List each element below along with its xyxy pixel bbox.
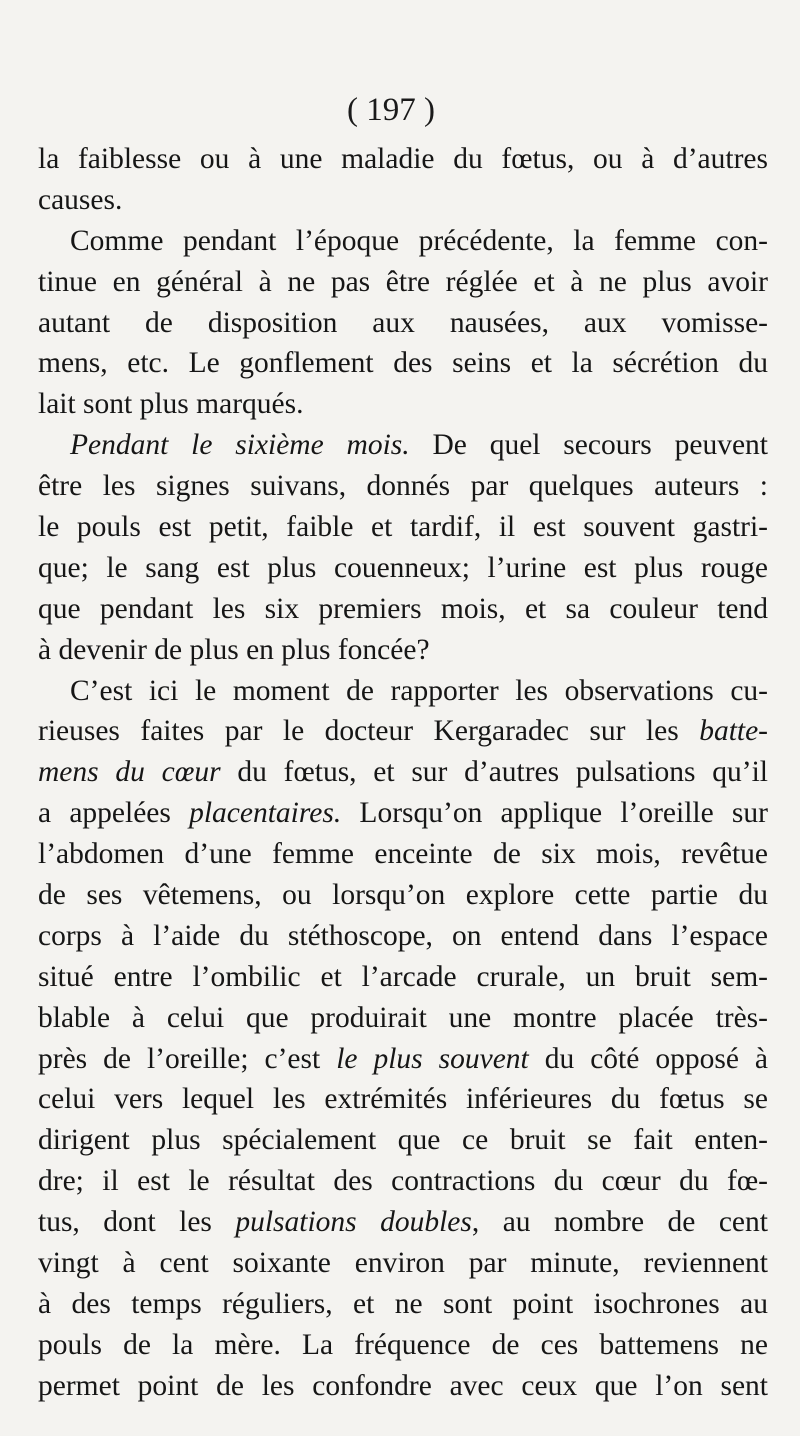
text-line [38,916,768,957]
text-line [38,1120,768,1161]
text-segment: de ses vêtemens, ou lorsqu’on explore cette partie du [38,879,768,912]
text-segment: dre; il est le résultat des contractions du cœur du fœ- [38,1165,768,1198]
text-line [38,343,768,384]
text-segment: lait sont plus marqués. [38,388,304,421]
text-line [38,425,768,466]
text-line [38,752,768,793]
text-segment: causes. [38,183,123,216]
text-line [38,303,768,344]
italic-text: mens du cœur [38,756,221,789]
text-segment: pouls de la mère. La fréquence de ces battemens ne [38,1328,768,1361]
italic-text: Pendant le sixième mois. [70,429,410,462]
text-line [38,466,768,507]
text-segment: du fœtus, et sur d’autres pulsations qu’il [220,756,768,789]
italic-text: pulsations doubles [235,1206,472,1239]
text-line [38,548,768,589]
text-line [38,262,768,303]
text-line [38,221,768,262]
text-segment: le pouls est petit, faible et tardif, il est souvent gastri- [38,511,768,544]
page-number: ( 197 ) [347,92,435,128]
body-text [38,139,768,1407]
text-line [38,139,768,180]
text-segment: C’est ici le moment de rapporter les observations cu- [70,674,768,707]
text-segment: à devenir de plus en plus foncée? [38,633,430,666]
italic-text: batte- [699,715,768,748]
text-segment: a appelées [38,797,190,830]
text-segment: tinue en général à ne pas être réglée et à ne plus avoir [38,265,768,298]
text-line [38,630,768,671]
text-line [38,1202,768,1243]
text-segment: être les signes suivans, donnés par quelques auteurs : [38,470,768,503]
text-line [38,384,768,425]
text-line [38,1161,768,1202]
text-segment: celui vers lequel les extrémités inférieures du fœtus se [38,1083,768,1116]
text-segment: Lorsqu’on applique l’oreille sur [341,797,768,830]
text-segment: que pendant les six premiers mois, et sa couleur tend [38,592,768,625]
text-segment: Comme pendant l’époque précédente, la femme con- [70,224,768,257]
text-line [38,180,768,221]
text-segment: du côté opposé à [528,1042,768,1075]
text-line [38,589,768,630]
text-segment: vingt à cent soixante environ par minute, reviennent [38,1247,768,1280]
text-segment: autant de disposition aux nausées, aux vomisse- [38,306,768,339]
text-line [38,1284,768,1325]
text-segment: situé entre l’ombilic et l’arcade crurale, un bruit sem- [38,960,768,993]
italic-text: le plus souvent [336,1042,529,1075]
text-line [38,957,768,998]
italic-text: placentaires. [189,797,342,830]
text-segment: corps à l’aide du stéthoscope, on entend dans l’espace [38,919,768,952]
text-line [38,998,768,1039]
text-line [38,793,768,834]
text-segment: dirigent plus spécialement que ce bruit se fait enten- [38,1124,768,1157]
text-segment: , au nombre de cent [471,1206,768,1239]
text-line [38,711,768,752]
text-segment: à des temps réguliers, et ne sont point isochrones au [38,1287,768,1320]
text-segment: tus, dont les [38,1206,236,1239]
text-segment: rieuses faites par le docteur Kergaradec sur les [38,715,700,748]
text-segment: blable à celui que produirait une montre placée très- [38,1001,768,1034]
text-line [38,1243,768,1284]
text-line [38,1039,768,1080]
text-segment: De quel secours peuvent [409,429,768,462]
text-line [38,1366,768,1407]
text-line [38,875,768,916]
text-segment: l’abdomen d’une femme enceinte de six mois, revêtue [38,838,768,871]
text-segment: près de l’oreille; c’est [38,1042,337,1075]
text-line [38,1325,768,1366]
text-segment: mens, etc. Le gonflement des seins et la sécrétion du [38,347,768,380]
text-line [38,671,768,712]
text-segment: la faiblesse ou à une maladie du fœtus, ou à d’autres [38,143,768,175]
text-line [38,834,768,875]
text-line [38,1079,768,1120]
text-segment: permet point de les confondre avec ceux que l’on sent [38,1369,768,1402]
text-segment: que; le sang est plus couenneux; l’urine est plus rouge [38,551,768,584]
text-line [38,507,768,548]
